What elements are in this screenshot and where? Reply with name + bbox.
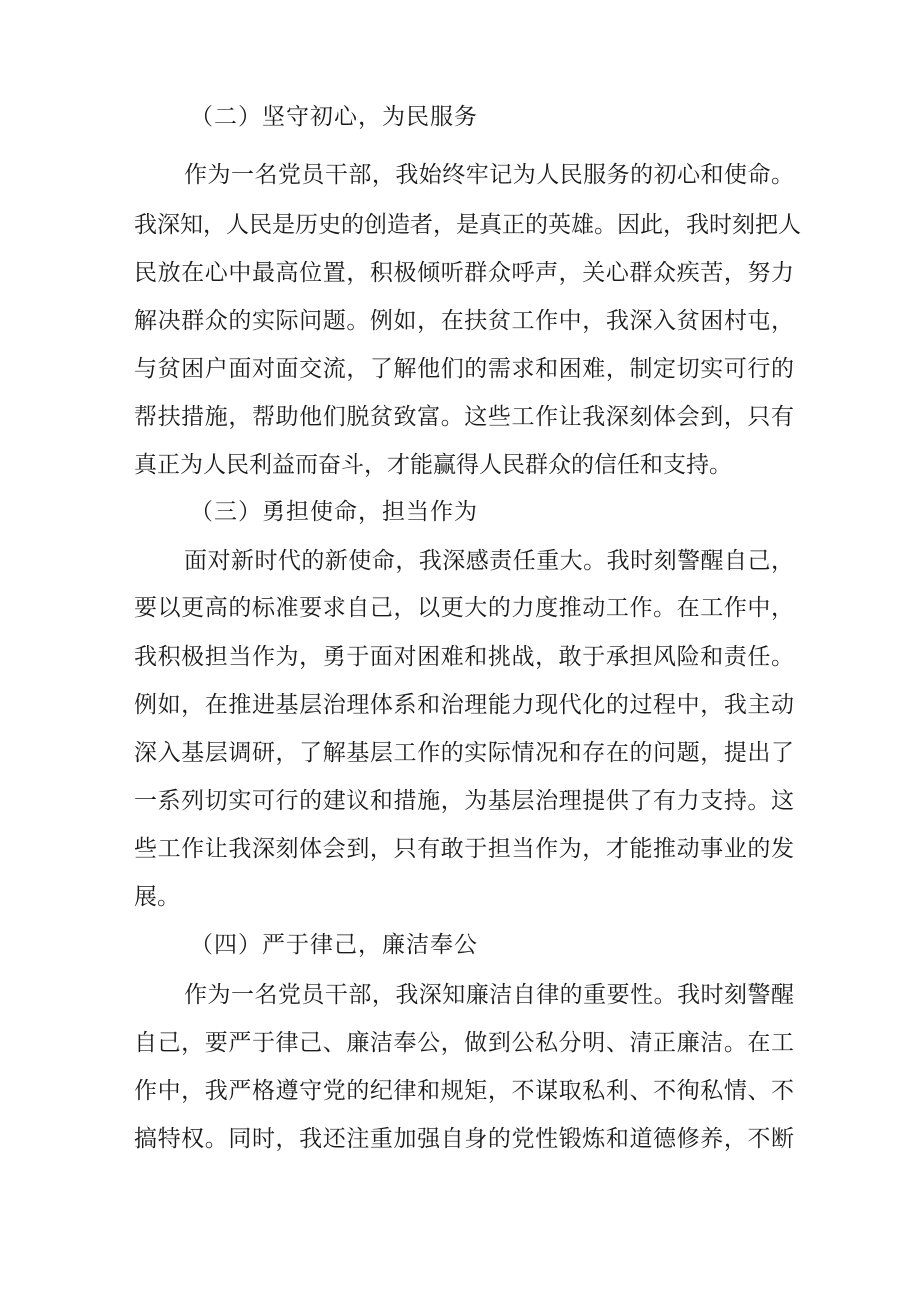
paragraph-line: 真正为人民利益而奋斗，才能赢得人民群众的信任和支持。 [134, 452, 732, 478]
paragraph-line: 展。 [134, 884, 180, 910]
paragraph-line: 民放在心中最高位置，积极倾听群众呼声，关心群众疾苦，努力 [134, 260, 794, 286]
paragraph-line: 解决群众的实际问题。例如，在扶贫工作中，我深入贫困村屯， [134, 308, 794, 334]
paragraph-line: 帮扶措施，帮助他们脱贫致富。这些工作让我深刻体会到，只有 [134, 404, 794, 430]
paragraph-line: 我深知，人民是历史的创造者，是真正的英雄。因此，我时刻把人 [134, 212, 801, 238]
paragraph-line: 例如，在推进基层治理体系和治理能力现代化的过程中，我主动 [134, 692, 794, 718]
paragraph-line: 作为一名党员干部，我深知廉洁自律的重要性。我时刻警醒 [184, 982, 794, 1008]
paragraph-line: 面对新时代的新使命，我深感责任重大。我时刻警醒自己， [184, 548, 794, 574]
paragraph-line: 些工作让我深刻体会到，只有敢于担当作为，才能推动事业的发 [134, 836, 794, 862]
section-heading-4: （四）严于律己，廉洁奉公 [190, 932, 478, 958]
section-heading-3: （三）勇担使命，担当作为 [190, 499, 478, 525]
paragraph-line: 一系列切实可行的建议和措施，为基层治理提供了有力支持。这 [134, 788, 794, 814]
paragraph-line: 要以更高的标准要求自己，以更大的力度推动工作。在工作中， [134, 595, 794, 621]
paragraph-line: 与贫困户面对面交流，了解他们的需求和困难，制定切实可行的 [134, 356, 794, 382]
paragraph-line: 作为一名党员干部，我始终牢记为人民服务的初心和使命。 [184, 162, 794, 188]
paragraph-line: 搞特权。同时，我还注重加强自身的党性锻炼和道德修养，不断 [134, 1126, 794, 1152]
section-heading-2: （二）坚守初心，为民服务 [190, 104, 478, 130]
paragraph-line: 深入基层调研，了解基层工作的实际情况和存在的问题，提出了 [134, 740, 794, 766]
paragraph-line: 作中，我严格遵守党的纪律和规矩，不谋取私利、不徇私情、不 [134, 1078, 794, 1104]
paragraph-line: 我积极担当作为，勇于面对困难和挑战，敢于承担风险和责任。 [134, 644, 794, 670]
paragraph-line: 自己，要严于律己、廉洁奉公，做到公私分明、清正廉洁。在工 [134, 1030, 794, 1056]
